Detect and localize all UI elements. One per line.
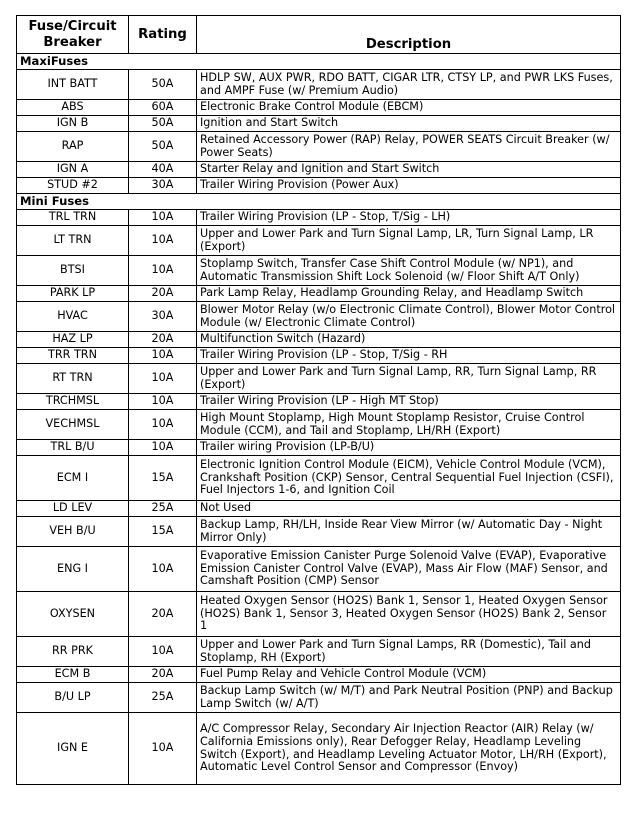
fuse-description: Evaporative Emission Canister Purge Solenoid Valve (EVAP), Evaporative Emission Canister Control Valve (EVAP), Mass Air Flow (MAF) Sensor, and Camshaft Position (CMP) Sensor bbox=[197, 547, 621, 592]
fuse-rating: 30A bbox=[129, 178, 197, 194]
column-header-rating: Rating bbox=[129, 16, 197, 54]
fuse-description: Upper and Lower Park and Turn Signal Lamps, RR (Domestic), Tail and Stoplamp, RH (Export) bbox=[197, 637, 621, 667]
table-row bbox=[17, 713, 621, 785]
table-row bbox=[17, 178, 621, 194]
fuse-name: ECM B bbox=[17, 667, 129, 683]
fuse-description: Park Lamp Relay, Headlamp Grounding Relay, and Headlamp Switch bbox=[197, 286, 621, 302]
fuse-rating: 60A bbox=[129, 100, 197, 116]
fuse-rating: 15A bbox=[129, 517, 197, 547]
fuse-name: RT TRN bbox=[17, 364, 129, 394]
fuse-name: B/U LP bbox=[17, 683, 129, 713]
fuse-name: RR PRK bbox=[17, 637, 129, 667]
fuse-description: Backup Lamp, RH/LH, Inside Rear View Mirror (w/ Automatic Day - Night Mirror Only) bbox=[197, 517, 621, 547]
table-row bbox=[17, 440, 621, 456]
fuse-rating: 10A bbox=[129, 226, 197, 256]
fuse-name: IGN A bbox=[17, 162, 129, 178]
fuse-description: Electronic Brake Control Module (EBCM) bbox=[197, 100, 621, 116]
fuse-rating: 20A bbox=[129, 592, 197, 637]
table-row bbox=[17, 637, 621, 667]
table-row bbox=[17, 286, 621, 302]
fuse-name: ABS bbox=[17, 100, 129, 116]
section-row bbox=[17, 194, 621, 210]
fuse-rating: 10A bbox=[129, 440, 197, 456]
table-row bbox=[17, 348, 621, 364]
table-row bbox=[17, 592, 621, 637]
fuse-rating: 10A bbox=[129, 348, 197, 364]
fuse-description: Starter Relay and Ignition and Start Switch bbox=[197, 162, 621, 178]
table-row bbox=[17, 456, 621, 501]
fuse-description: Upper and Lower Park and Turn Signal Lamp, RR, Turn Signal Lamp, RR (Export) bbox=[197, 364, 621, 394]
fuse-description: Not Used bbox=[197, 501, 621, 517]
fuse-description: Trailer Wiring Provision (LP - Stop, T/Sig - RH bbox=[197, 348, 621, 364]
table-row bbox=[17, 162, 621, 178]
fuse-description: Upper and Lower Park and Turn Signal Lamp, LR, Turn Signal Lamp, LR (Export) bbox=[197, 226, 621, 256]
fuse-name: OXYSEN bbox=[17, 592, 129, 637]
fuse-name: RAP bbox=[17, 132, 129, 162]
fuse-description: Retained Accessory Power (RAP) Relay, POWER SEATS Circuit Breaker (w/ Power Seats) bbox=[197, 132, 621, 162]
fuse-rating: 10A bbox=[129, 210, 197, 226]
fuse-description: Trailer Wiring Provision (LP - Stop, T/Sig - LH) bbox=[197, 210, 621, 226]
fuse-name: TRR TRN bbox=[17, 348, 129, 364]
table-row bbox=[17, 517, 621, 547]
fuse-rating: 10A bbox=[129, 256, 197, 286]
table-row bbox=[17, 683, 621, 713]
fuse-rating: 20A bbox=[129, 667, 197, 683]
section-title: MaxiFuses bbox=[17, 54, 621, 70]
table-row bbox=[17, 332, 621, 348]
fuse-description: High Mount Stoplamp, High Mount Stoplamp Resistor, Cruise Control Module (CCM), and Tail and Stoplamp, LH/RH (Export) bbox=[197, 410, 621, 440]
fuse-name: ENG I bbox=[17, 547, 129, 592]
fuse-description: Multifunction Switch (Hazard) bbox=[197, 332, 621, 348]
fuse-rating: 50A bbox=[129, 70, 197, 100]
fuse-rating: 50A bbox=[129, 116, 197, 132]
table-row bbox=[17, 100, 621, 116]
fuse-name: VECHMSL bbox=[17, 410, 129, 440]
fuse-description: Trailer Wiring Provision (Power Aux) bbox=[197, 178, 621, 194]
fuse-rating: 10A bbox=[129, 410, 197, 440]
fuse-table bbox=[16, 15, 621, 785]
fuse-name: INT BATT bbox=[17, 70, 129, 100]
table-row bbox=[17, 394, 621, 410]
section-row bbox=[17, 54, 621, 70]
fuse-description: Trailer Wiring Provision (LP - High MT Stop) bbox=[197, 394, 621, 410]
fuse-name: IGN B bbox=[17, 116, 129, 132]
section-title: Mini Fuses bbox=[17, 194, 621, 210]
table-row bbox=[17, 116, 621, 132]
fuse-name: VEH B/U bbox=[17, 517, 129, 547]
table-row bbox=[17, 410, 621, 440]
fuse-rating: 25A bbox=[129, 683, 197, 713]
fuse-description: HDLP SW, AUX PWR, RDO BATT, CIGAR LTR, CTSY LP, and PWR LKS Fuses, and AMPF Fuse (w/ Premium Audio) bbox=[197, 70, 621, 100]
fuse-name: TRL TRN bbox=[17, 210, 129, 226]
column-header-fuse: Fuse/Circuit Breaker bbox=[17, 16, 129, 54]
fuse-description: Ignition and Start Switch bbox=[197, 116, 621, 132]
table-row bbox=[17, 364, 621, 394]
column-header-description: Description bbox=[197, 16, 621, 54]
fuse-name: LT TRN bbox=[17, 226, 129, 256]
table-row bbox=[17, 226, 621, 256]
fuse-description: Backup Lamp Switch (w/ M/T) and Park Neutral Position (PNP) and Backup Lamp Switch (w/ A/T) bbox=[197, 683, 621, 713]
fuse-description: A/C Compressor Relay, Secondary Air Injection Reactor (AIR) Relay (w/ California Emissions only), Rear Defogger Relay, Headlamp Leveling Switch (Export), and Headlamp Leveling Actuator Motor, LH/RH (Export), Automatic Level Control Sensor and Compressor (Envoy) bbox=[197, 713, 621, 785]
fuse-name: ECM I bbox=[17, 456, 129, 501]
fuse-name: PARK LP bbox=[17, 286, 129, 302]
table-row bbox=[17, 70, 621, 100]
table-row bbox=[17, 302, 621, 332]
table-row bbox=[17, 547, 621, 592]
table-row bbox=[17, 132, 621, 162]
fuse-rating: 15A bbox=[129, 456, 197, 501]
table-row bbox=[17, 256, 621, 286]
fuse-name: TRCHMSL bbox=[17, 394, 129, 410]
fuse-description: Fuel Pump Relay and Vehicle Control Module (VCM) bbox=[197, 667, 621, 683]
fuse-name: LD LEV bbox=[17, 501, 129, 517]
fuse-rating: 10A bbox=[129, 547, 197, 592]
fuse-description: Blower Motor Relay (w/o Electronic Climate Control), Blower Motor Control Module (w/ Electronic Climate Control) bbox=[197, 302, 621, 332]
fuse-name: IGN E bbox=[17, 713, 129, 785]
fuse-rating: 10A bbox=[129, 364, 197, 394]
fuse-name: STUD #2 bbox=[17, 178, 129, 194]
fuse-rating: 10A bbox=[129, 713, 197, 785]
table-row bbox=[17, 210, 621, 226]
table-row bbox=[17, 501, 621, 517]
fuse-name: BTSI bbox=[17, 256, 129, 286]
fuse-description: Heated Oxygen Sensor (HO2S) Bank 1, Sensor 1, Heated Oxygen Sensor (HO2S) Bank 1, Sensor 3, Heated Oxygen Sensor (HO2S) Bank 2, Sensor 1 bbox=[197, 592, 621, 637]
fuse-rating: 20A bbox=[129, 332, 197, 348]
fuse-rating: 20A bbox=[129, 286, 197, 302]
fuse-rating: 30A bbox=[129, 302, 197, 332]
fuse-name: TRL B/U bbox=[17, 440, 129, 456]
fuse-rating: 25A bbox=[129, 501, 197, 517]
fuse-description: Stoplamp Switch, Transfer Case Shift Control Module (w/ NP1), and Automatic Transmission Shift Lock Solenoid (w/ Floor Shift A/T Only) bbox=[197, 256, 621, 286]
fuse-name: HAZ LP bbox=[17, 332, 129, 348]
fuse-description: Trailer wiring Provision (LP-B/U) bbox=[197, 440, 621, 456]
fuse-rating: 40A bbox=[129, 162, 197, 178]
table-row bbox=[17, 667, 621, 683]
fuse-description: Electronic Ignition Control Module (EICM), Vehicle Control Module (VCM), Crankshaft Position (CKP) Sensor, Central Sequential Fuel Injection (CSFI), Fuel Injectors 1-6, and Ignition Coil bbox=[197, 456, 621, 501]
table-header-row bbox=[17, 16, 621, 54]
fuse-rating: 10A bbox=[129, 394, 197, 410]
fuse-rating: 50A bbox=[129, 132, 197, 162]
fuse-rating: 10A bbox=[129, 637, 197, 667]
fuse-name: HVAC bbox=[17, 302, 129, 332]
